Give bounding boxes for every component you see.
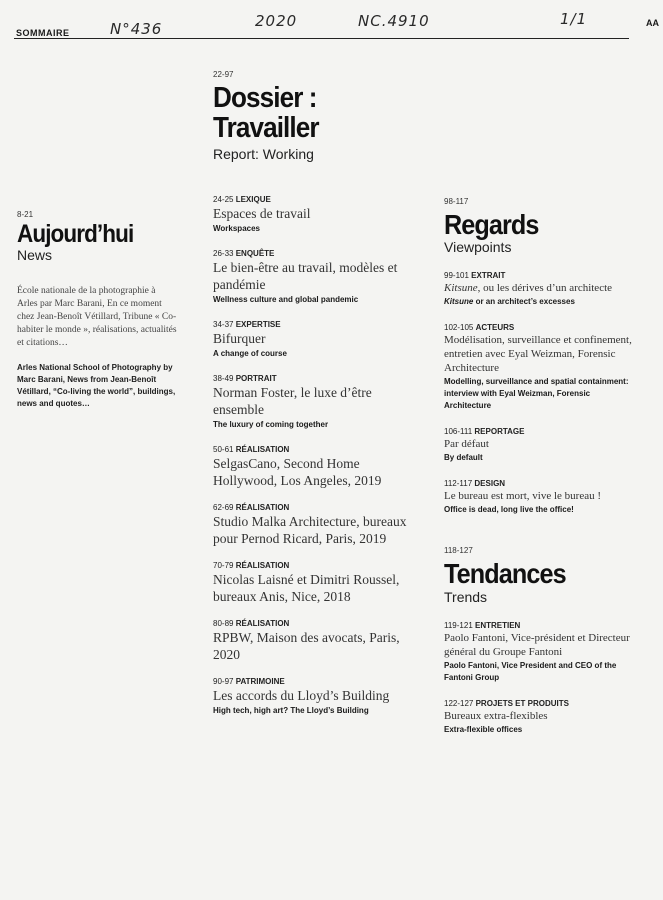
toc-entry: 50-61 RÉALISATION SelgasCano, Second Home Hollywood, Los Angeles, 2019	[213, 444, 382, 488]
section-subtitle: Report: Working	[213, 145, 314, 162]
toc-entry: 122-127 PROJETS ET PRODUITS Bureaux extra-flexibles Extra-flexible offices	[444, 698, 569, 734]
section-subtitle: News	[17, 247, 53, 264]
toc-entry: 102-105 ACTEURS Modélisation, surveillance et confinement, entretien avec Eyal Weizman, Forensic Architecture Modelling, surveillance and spatial containment: interview with Eyal Weizman, Forensic Architecture	[444, 323, 632, 411]
section-title: Tendances	[444, 558, 566, 590]
section-title: Aujourd’hui	[17, 220, 134, 248]
toc-entry: 38-49 PORTRAIT Norman Foster, le luxe d’être ensemble The luxury of coming together	[213, 373, 372, 429]
section-dossier	[213, 70, 423, 717]
section-title: Regards	[444, 209, 539, 240]
section-pages: 22-97	[213, 70, 234, 79]
toc-entry: 106-111 REPORTAGE Par défaut By default	[444, 427, 525, 463]
intro-french: École nationale de la photographie à Arles par Marc Barani, En ce moment chez Jean-Benoît Vétillard, Tribune « Co-habiter le monde », réalisations, actualités et citations…	[17, 286, 177, 349]
section-regards	[444, 197, 634, 736]
header-rule	[14, 38, 629, 39]
toc-entry: 34-37 EXPERTISE Bifurquer A change of course	[213, 319, 287, 358]
toc-entry: 26-33 ENQUÊTE Le bien-être au travail, modèles et pandémie Wellness culture and global pandemic	[213, 248, 398, 304]
section-title-line1: Dossier :	[213, 82, 317, 114]
toc-entry: 90-97 PATRIMOINE Les accords du Lloyd’s Building High tech, high art? The Lloyd’s Building	[213, 676, 390, 715]
magazine-badge: AA	[646, 18, 659, 28]
toc-entry: 99-101 EXTRAIT Kitsune, ou les dérives d’un architecte Kitsune or an architect’s excesses	[444, 271, 613, 307]
section-pages: 8-21	[17, 210, 34, 219]
section-pages: 118-127	[444, 546, 473, 556]
toc-entry: 119-121 ENTRETIEN Paolo Fantoni, Vice-président et Directeur général du Groupe Fantoni Paolo Fantoni, Vice President and CEO of the Fantoni Group	[444, 620, 630, 682]
section-subtitle: Viewpoints	[444, 239, 512, 256]
page-header	[0, 0, 663, 44]
section-tendances	[444, 546, 634, 735]
toc-entry: 112-117 DESIGN Le bureau est mort, vive le bureau ! Office is dead, long live the office!	[444, 479, 601, 515]
section-label: SOMMAIRE	[16, 28, 70, 38]
section-aujourdhui	[17, 210, 177, 410]
handwritten-page-count: 1/1	[560, 10, 588, 28]
toc-entry: 24-25 LEXIQUE Espaces de travail Workspaces	[213, 194, 311, 233]
toc-entry: 62-69 RÉALISATION Studio Malka Architecture, bureaux pour Pernod Ricard, Paris, 2019	[213, 502, 407, 546]
section-title-line2: Travailler	[213, 112, 319, 145]
handwritten-year: 2020	[255, 12, 298, 30]
section-subtitle: Trends	[444, 588, 488, 605]
section-pages: 98-117	[444, 197, 469, 206]
intro-english: Arles National School of Photography by Marc Barani, News from Jean-Benoît Vétillard, “Co-living the world”, buildings, news and quotes…	[17, 363, 176, 409]
handwritten-issue-number: N°436	[110, 20, 163, 38]
toc-entry: 80-89 RÉALISATION RPBW, Maison des avocats, Paris, 2020	[213, 618, 400, 662]
toc-entry: 70-79 RÉALISATION Nicolas Laisné et Dimitri Roussel, bureaux Anis, Nice, 2018	[213, 560, 400, 604]
handwritten-reference: NC.4910	[358, 12, 430, 30]
